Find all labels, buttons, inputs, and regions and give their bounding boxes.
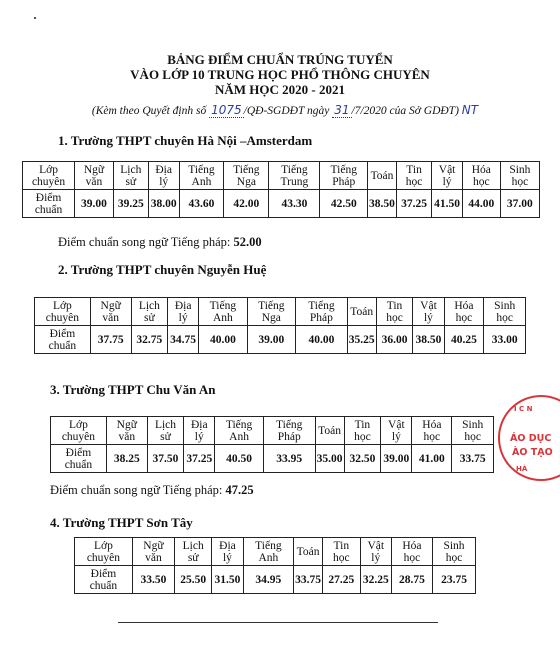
subject-header-cell: Hóa học	[412, 417, 452, 445]
row-label-class: Lớp chuyên	[23, 162, 75, 190]
score-cell: 38.25	[106, 445, 147, 473]
score-cell: 33.75	[452, 445, 494, 473]
subject-header-cell: Tiếng Anh	[199, 298, 247, 326]
subject-header-cell: Hóa học	[462, 162, 500, 190]
score-cell: 33.75	[294, 566, 323, 594]
score-cell: 42.00	[224, 190, 269, 218]
score-cell: 43.30	[269, 190, 320, 218]
subject-header-row	[51, 417, 494, 445]
subject-header-cell: Địa lý	[184, 417, 215, 445]
subtitle-part1: (Kèm theo Quyết định số	[91, 105, 207, 117]
bilingual-note-value: 52.00	[233, 235, 262, 249]
row-label-score: Điểm chuẩn	[23, 190, 75, 218]
score-cell: 42.50	[320, 190, 368, 218]
score-cell: 43.60	[179, 190, 224, 218]
score-cell: 31.50	[212, 566, 243, 594]
score-cell: 38.00	[148, 190, 179, 218]
row-label-score: Điểm chuẩn	[75, 566, 133, 594]
score-cell: 39.00	[381, 445, 412, 473]
score-cell: 40.00	[199, 326, 247, 354]
scan-speck	[34, 17, 36, 19]
score-cell: 39.00	[247, 326, 295, 354]
bilingual-note-1	[58, 235, 262, 250]
score-cell: 41.50	[432, 190, 463, 218]
score-row	[23, 190, 540, 218]
decision-number-handwritten: 1075	[211, 103, 242, 117]
stamp-line1: ÁO DỤC	[510, 433, 552, 444]
row-label-class: Lớp chuyên	[51, 417, 107, 445]
score-table-1	[22, 161, 540, 218]
stamp-line2: ÀO TẠO	[512, 447, 553, 458]
school-heading-2: 2. Trường THPT chuyên Nguyễn Huệ	[58, 262, 267, 277]
score-cell: 38.50	[413, 326, 444, 354]
score-cell: 35.25	[347, 326, 376, 354]
score-cell: 37.25	[184, 445, 215, 473]
score-cell: 37.25	[396, 190, 431, 218]
score-table-3	[50, 416, 494, 473]
subtitle-part3: /7/2020 của Sở GDĐT)	[351, 105, 459, 117]
subject-header-cell: Tiếng Nga	[224, 162, 269, 190]
doc-title-line3: NĂM HỌC 2020 - 2021	[215, 82, 345, 97]
row-label-class: Lớp chuyên	[35, 298, 91, 326]
subject-header-cell: Toán	[294, 538, 323, 566]
subject-header-cell: Hóa học	[391, 538, 432, 566]
score-cell: 33.95	[263, 445, 315, 473]
subject-header-cell: Vật lý	[360, 538, 391, 566]
subject-header-cell: Tiếng Pháp	[296, 298, 348, 326]
red-seal-stamp	[498, 395, 560, 481]
score-cell: 35.00	[315, 445, 344, 473]
subject-header-cell: Hóa học	[444, 298, 484, 326]
subject-header-cell: Lịch sử	[131, 298, 167, 326]
initials-handwritten: NT	[461, 103, 479, 117]
subject-header-cell: Địa lý	[212, 538, 243, 566]
score-cell: 32.75	[131, 326, 167, 354]
row-label-class: Lớp chuyên	[75, 538, 133, 566]
row-label-score: Điểm chuẩn	[35, 326, 91, 354]
subject-header-cell: Lịch sử	[175, 538, 212, 566]
subject-header-cell: Tin học	[322, 538, 360, 566]
score-cell: 33.50	[132, 566, 174, 594]
subject-header-cell: Tiếng Anh	[243, 538, 293, 566]
doc-subtitle	[50, 103, 520, 118]
row-label-score: Điểm chuẩn	[51, 445, 107, 473]
subtitle-part2: /QĐ-SGDĐT ngày	[243, 105, 330, 117]
subject-header-cell: Tiếng Anh	[215, 417, 264, 445]
decision-day-handwritten: 31	[334, 103, 350, 117]
subject-header-cell: Toán	[347, 298, 376, 326]
score-cell: 37.00	[500, 190, 539, 218]
score-cell: 34.95	[243, 566, 293, 594]
subject-header-cell: Tin học	[376, 298, 413, 326]
subject-header-cell: Sinh học	[500, 162, 539, 190]
subject-header-cell: Tiếng Pháp	[320, 162, 368, 190]
score-cell: 23.75	[433, 566, 476, 594]
score-cell: 36.00	[376, 326, 413, 354]
bottom-rule	[118, 622, 438, 623]
subject-header-cell: Tin học	[396, 162, 431, 190]
score-cell: 25.50	[175, 566, 212, 594]
subject-header-cell: Tin học	[344, 417, 381, 445]
stamp-arc-top-text: I C N	[514, 405, 533, 413]
subject-header-cell: Toán	[368, 162, 397, 190]
subject-header-cell: Tiếng Anh	[179, 162, 224, 190]
score-cell: 32.25	[360, 566, 391, 594]
score-row	[51, 445, 494, 473]
subject-header-cell: Vật lý	[413, 298, 444, 326]
bilingual-note-label: Điểm chuẩn song ngữ Tiếng pháp:	[50, 483, 226, 497]
score-cell: 44.00	[462, 190, 500, 218]
school-heading-4: 4. Trường THPT Sơn Tây	[50, 515, 193, 530]
score-cell: 27.25	[322, 566, 360, 594]
subject-header-cell: Địa lý	[168, 298, 199, 326]
doc-title-line1: BẢNG ĐIỂM CHUẨN TRÚNG TUYỂN	[167, 52, 393, 67]
subject-header-cell: Sinh học	[484, 298, 526, 326]
subject-header-cell: Lịch sử	[113, 162, 148, 190]
subject-header-row	[35, 298, 526, 326]
score-cell: 34.75	[168, 326, 199, 354]
subject-header-cell: Sinh học	[433, 538, 476, 566]
score-cell: 40.00	[296, 326, 348, 354]
subject-header-cell: Ngữ văn	[90, 298, 131, 326]
subject-header-cell: Tiếng Nga	[247, 298, 295, 326]
subject-header-cell: Ngữ văn	[132, 538, 174, 566]
score-cell: 39.25	[113, 190, 148, 218]
bilingual-note-label: Điểm chuẩn song ngữ Tiếng pháp:	[58, 235, 234, 249]
subject-header-cell: Vật lý	[381, 417, 412, 445]
subject-header-cell: Tiếng Trung	[269, 162, 320, 190]
score-table-4	[74, 537, 476, 594]
doc-title-line2: VÀO LỚP 10 TRUNG HỌC PHỔ THÔNG CHUYÊN	[130, 67, 430, 82]
score-cell: 40.25	[444, 326, 484, 354]
score-cell: 28.75	[391, 566, 432, 594]
score-cell: 41.00	[412, 445, 452, 473]
score-row	[75, 566, 476, 594]
score-cell: 33.00	[484, 326, 526, 354]
bilingual-note-3	[50, 483, 254, 498]
score-table-2	[34, 297, 526, 354]
stamp-arc-bottom-text: HÀ	[516, 465, 528, 473]
score-cell: 37.50	[147, 445, 183, 473]
score-cell: 40.50	[215, 445, 264, 473]
school-heading-1: 1. Trường THPT chuyên Hà Nội –Amsterdam	[58, 133, 313, 148]
score-row	[35, 326, 526, 354]
subject-header-cell: Tiếng Pháp	[263, 417, 315, 445]
subject-header-cell: Vật lý	[432, 162, 463, 190]
subject-header-row	[23, 162, 540, 190]
subject-header-cell: Lịch sử	[147, 417, 183, 445]
score-cell: 39.00	[75, 190, 114, 218]
score-cell: 32.50	[344, 445, 381, 473]
score-cell: 37.75	[90, 326, 131, 354]
subject-header-cell: Ngữ văn	[75, 162, 114, 190]
subject-header-cell: Toán	[315, 417, 344, 445]
subject-header-row	[75, 538, 476, 566]
bilingual-note-value: 47.25	[225, 483, 254, 497]
subject-header-cell: Ngữ văn	[106, 417, 147, 445]
school-heading-3: 3. Trường THPT Chu Văn An	[50, 382, 216, 397]
subject-header-cell: Sinh học	[452, 417, 494, 445]
score-cell: 38.50	[368, 190, 397, 218]
subject-header-cell: Địa lý	[148, 162, 179, 190]
